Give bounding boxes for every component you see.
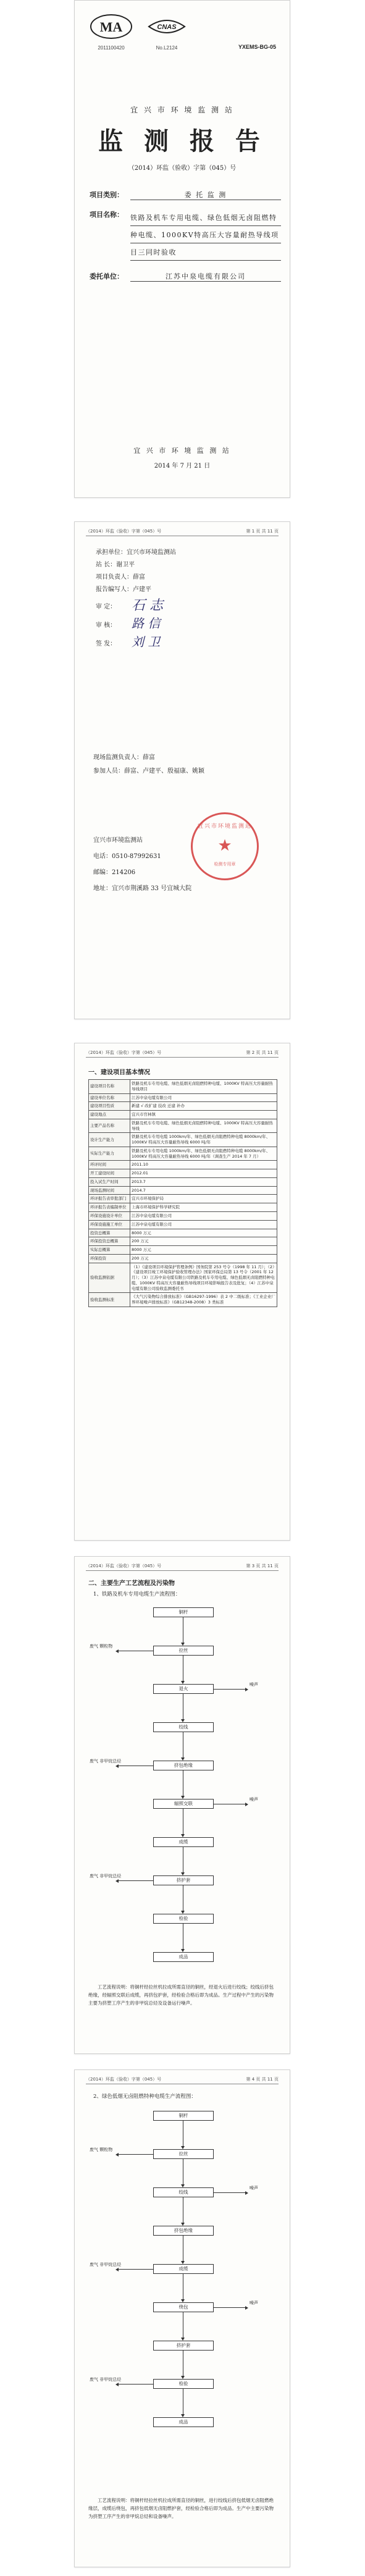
client-unit-value: 江苏中泉电缆有限公司 xyxy=(166,272,246,280)
cma-logo xyxy=(88,13,134,51)
flow-step-box: 挤包绝缘 xyxy=(153,2226,214,2236)
table-key-cell: 环保投资 xyxy=(89,1254,130,1263)
report-cover-page xyxy=(74,0,290,498)
arrow-left-icon xyxy=(115,2383,119,2386)
header-page-number: 第 2 页 共 11 页 xyxy=(246,1050,279,1055)
flow-step-box: 拉丝 xyxy=(153,1646,214,1656)
table-row xyxy=(89,1212,277,1221)
header-page-number: 第 1 页 共 11 页 xyxy=(246,529,279,534)
table-row xyxy=(89,1161,277,1169)
cnas-logo-text: CNAS xyxy=(157,23,177,31)
page-header xyxy=(86,1563,279,1570)
table-row xyxy=(89,1102,277,1111)
table-value-cell: 江苏中泉电缆有限公司 xyxy=(130,1093,277,1102)
header-page-number: 第 4 页 共 11 页 xyxy=(246,2077,279,2082)
approver-label: 审 定： xyxy=(96,604,117,610)
table-key-cell: 设计生产能力 xyxy=(89,1133,130,1147)
signature-page xyxy=(74,521,290,1019)
org-address xyxy=(93,883,277,892)
flow-step-box: 成品 xyxy=(153,1952,214,1962)
project-name-value: 铁路及机车专用电缆、绿色低烟无卤阻燃特种电缆、1000KV特高压大容量耐热导线项目三同时验收 xyxy=(130,214,279,256)
table-value-cell: 宜兴市官林镇 xyxy=(130,1111,277,1119)
table-row xyxy=(89,1237,277,1246)
table-key-cell: 实际生产能力 xyxy=(89,1147,130,1161)
table-key-cell: 验收监测标准 xyxy=(89,1293,130,1307)
emission-connector xyxy=(213,2192,245,2193)
cnas-cert-number: No.L2124 xyxy=(156,45,178,51)
flow-step-box: 检验 xyxy=(153,1914,214,1924)
station-head-text: 站 长：谢卫平 xyxy=(96,562,135,568)
table-row xyxy=(89,1195,277,1203)
table-value-cell: 上海市环境保护科学研究院 xyxy=(130,1203,277,1212)
flow-step-box: 辐照交联 xyxy=(153,1799,214,1809)
emission-label: 废气 颗粒物 xyxy=(90,2147,113,2152)
project-info-table xyxy=(88,1079,277,1307)
underline xyxy=(130,260,281,261)
header-report-number: （2014）环监（验收）字第（045）号 xyxy=(86,1564,162,1568)
table-row xyxy=(89,1203,277,1212)
seal-text: 宜兴市环境监测站 xyxy=(197,823,252,830)
client-unit-label: 委托单位： xyxy=(90,272,124,280)
station-name-top: 宜 兴 市 环 境 监 测 站 xyxy=(130,106,234,114)
arrow-left-icon xyxy=(115,2153,119,2157)
table-value-cell: 8000 万元 xyxy=(130,1246,277,1255)
org-postcode-text: 邮编：214206 xyxy=(93,869,136,876)
table-key-cell: 投入试生产时间 xyxy=(89,1177,130,1186)
table-key-cell: 环保设施设计单位 xyxy=(89,1212,130,1221)
table-row xyxy=(89,1220,277,1229)
page-header xyxy=(86,2076,279,2084)
project-type-label: 项目类别： xyxy=(90,191,124,199)
table-value-cell: 铁路及机车专用电缆 1000km/年、绿色低烟无卤阻燃特种电缆 8000km/年、1000KV 特高压大容量耐热导线 6000 吨/年（调查生产 2014 年 7 月） xyxy=(130,1147,277,1161)
seal-subtext: 检测专用章 xyxy=(214,862,236,867)
header-report-number: （2014）环监（验收）字第（045）号 xyxy=(86,2077,162,2082)
table-value-cell: 2014.7 xyxy=(130,1186,277,1195)
emission-connector xyxy=(118,2269,153,2270)
emission-label: 噪声 xyxy=(250,1797,258,1802)
table-row xyxy=(89,1093,277,1102)
table-value-cell: 200 万元 xyxy=(130,1254,277,1263)
flow-step-box: 挤护套 xyxy=(153,1875,214,1885)
underline xyxy=(130,281,281,282)
header-report-number: （2014）环监（验收）字第（045）号 xyxy=(86,529,162,534)
table-key-cell: 实际总概算 xyxy=(89,1246,130,1255)
flow-step-box: 绞线 xyxy=(153,1722,214,1732)
emission-connector xyxy=(118,1880,153,1881)
process-flow-page-2 xyxy=(74,2069,290,2567)
project-type-value: 委 托 监 测 xyxy=(184,191,227,199)
table-key-cell: 建设项目名称 xyxy=(89,1080,130,1094)
underline xyxy=(130,225,281,226)
header-divider xyxy=(86,1057,279,1058)
certification-logos xyxy=(88,13,276,65)
table-key-cell: 环保投资总概算 xyxy=(89,1237,130,1246)
emission-label: 废气 非甲烷总烃 xyxy=(90,2262,122,2267)
report-writer xyxy=(96,584,277,593)
process-description: 工艺流程说明：将铜杆经拉丝机拉成所需直径的铜丝，进行绞线后挤包低烟无卤阻燃绝缘层，成缆后绕包，再挤包低烟无卤阻燃护套，经检验合格后即为成品。生产中主要污染物为挤塑工序产生的非甲烷总烃和设备噪声。 xyxy=(88,2498,274,2519)
flow-step-box: 绞线 xyxy=(153,2187,214,2197)
project-manager-text: 项目负责人：薛富 xyxy=(96,574,145,581)
flow-step-box: 拉丝 xyxy=(153,2149,214,2159)
section-title: 二、主要生产工艺流程及污染物 xyxy=(88,1580,175,1587)
participants-text: 参加人员：薛富、卢建平、殷福康、姚颖 xyxy=(93,768,204,775)
emission-label: 废气 非甲烷总烃 xyxy=(90,1759,122,1764)
flow-step-box: 挤包绝缘 xyxy=(153,1761,214,1770)
arrow-right-icon xyxy=(245,1803,248,1806)
table-key-cell: 主要产品名称 xyxy=(89,1119,130,1133)
cma-cert-number: 2011100420 xyxy=(98,45,125,51)
process-flow-page-1 xyxy=(74,1556,290,2054)
emission-connector xyxy=(118,2154,153,2155)
station-name-bottom: 宜 兴 市 环 境 监 测 站 xyxy=(133,447,231,455)
seal-star-icon: ★ xyxy=(217,836,232,855)
table-value-cell: 8000 万元 xyxy=(130,1229,277,1237)
table-key-cell: 环评报告表审批部门 xyxy=(89,1195,130,1203)
arrow-left-icon xyxy=(115,2268,119,2271)
field-monitoring-lead-text: 现场监测负责人：薛富 xyxy=(93,754,155,761)
emission-connector xyxy=(213,2307,245,2308)
emission-label: 噪声 xyxy=(250,2186,258,2191)
table-value-cell: 2011.10 xyxy=(130,1161,277,1169)
table-key-cell: 建设地点 xyxy=(89,1111,130,1119)
table-key-cell: 环保设施施工单位 xyxy=(89,1220,130,1229)
section-title: 一、建设项目基本情况 xyxy=(88,1069,150,1076)
table-row xyxy=(89,1119,277,1133)
reviewer-label: 审 核： xyxy=(96,622,117,629)
table-value-cell: 江苏中泉电缆有限公司 xyxy=(130,1212,277,1221)
field-monitoring-lead xyxy=(93,752,277,761)
table-value-cell: 2013.7 xyxy=(130,1177,277,1186)
table-value-cell: 铁路及机车专用电缆 1000km/年、绿色低烟无卤阻燃特种电缆 8000km/年、1000KV 特高压大容量耐热导线 6000 吨/年 xyxy=(130,1133,277,1147)
emission-label: 噪声 xyxy=(250,1682,258,1687)
table-row xyxy=(89,1147,277,1161)
flow-step-box: 铜杆 xyxy=(153,1607,214,1617)
table-value-cell: 铁路及机车专用电缆、绿色低烟无卤阻燃特种电缆、1000KV 特高压大容量耐热导线项目 xyxy=(130,1080,277,1094)
arrow-right-icon xyxy=(245,1688,248,1691)
table-row xyxy=(89,1111,277,1119)
signer-label: 签 发： xyxy=(96,641,117,647)
table-key-cell: 开工建设时间 xyxy=(89,1169,130,1178)
emission-label: 废气 颗粒物 xyxy=(90,1644,113,1649)
flowchart-title: 2、绿色低烟无卤阻燃特种电缆生产流程图： xyxy=(93,2094,196,2100)
project-name-label: 项目名称： xyxy=(90,211,124,219)
table-row xyxy=(89,1133,277,1147)
org-phone-text: 电话：0510-87992631 xyxy=(93,853,161,860)
process-description: 工艺流程说明：将铜杆经拉丝机拉成所需直径的铜丝，经退火后进行绞线；绞线后挤包绝缘，经辐照交联后成缆，再挤包护套，经检验合格后即为成品。生产过程中产生的污染物主要为挤塑工序产生的非甲烷总烃及设备运行噪声。 xyxy=(88,1984,274,2006)
table-key-cell: 现场监测时间 xyxy=(89,1186,130,1195)
cnas-logo xyxy=(143,13,191,51)
table-row xyxy=(89,1186,277,1195)
table-row xyxy=(89,1229,277,1237)
org-address-text: 地址：宜兴市荆溪路 33 号宜城大院 xyxy=(93,885,192,892)
responsible-unit xyxy=(96,547,277,556)
project-info-page xyxy=(74,1043,290,1541)
table-value-cell: 江苏中泉电缆有限公司 xyxy=(130,1220,277,1229)
approver-row xyxy=(96,601,277,610)
report-title: 监 测 报 告 xyxy=(98,127,266,156)
table-value-cell: 《大气污染物综合排放标准》（GB16297-1996）表 2 中二级标准；《工业企业厂界环境噪声排放标准》（GB12348-2008）3 类标准 xyxy=(130,1293,277,1307)
report-writer-text: 报告编写人：卢建平 xyxy=(96,586,151,593)
flow-step-box: 成品 xyxy=(153,2417,214,2427)
arrow-left-icon xyxy=(115,1879,119,1883)
arrow-right-icon xyxy=(245,2191,248,2195)
arrow-left-icon xyxy=(115,1764,119,1768)
org-name-text: 宜兴市环境监测站 xyxy=(93,837,143,844)
table-value-cell: （1）《建设项目环境保护管理条例》国务院第 253 号令（1998 年 11 月）；（2）《建设项目竣工环境保护验收管理办法》国家环保总局第 13 号令（2001 年 12 月）；（3）江苏中泉电缆有限公司铁路及机车专用电缆、绿色低烟无卤阻燃特种电缆、1000KV 特高压大容量耐热导线项目环境影响报告表及批复；（4）江苏中泉电缆有限公司验收监测委托书 xyxy=(130,1263,277,1293)
table-key-cell: 建设单位名称 xyxy=(89,1093,130,1102)
flow-step-box: 铜杆 xyxy=(153,2111,214,2121)
flow-step-box: 绕包 xyxy=(153,2302,214,2312)
flow-step-box: 检验 xyxy=(153,2379,214,2389)
document-code: YXEMS-BG-05 xyxy=(238,44,276,50)
flow-step-box: 挤护套 xyxy=(153,2341,214,2351)
flow-step-box: 成缆 xyxy=(153,1837,214,1847)
header-page-number: 第 3 页 共 11 页 xyxy=(246,1564,279,1568)
table-value-cell: 宜兴市环境保护局 xyxy=(130,1195,277,1203)
table-key-cell: 验收监测依据 xyxy=(89,1263,130,1293)
official-seal xyxy=(191,812,259,880)
arrow-right-icon xyxy=(245,2306,248,2310)
table-key-cell: 投资总概算 xyxy=(89,1229,130,1237)
cma-logo-text: MA xyxy=(99,19,123,35)
station-head xyxy=(96,559,277,568)
table-row xyxy=(89,1169,277,1178)
table-row xyxy=(89,1293,277,1307)
table-row xyxy=(89,1254,277,1263)
header-report-number: （2014）环监（验收）字第（045）号 xyxy=(86,1050,162,1055)
table-row xyxy=(89,1177,277,1186)
project-manager xyxy=(96,571,277,581)
flow-step-box: 退火 xyxy=(153,1684,214,1694)
reviewer-signature: 路 信 xyxy=(132,616,161,631)
approver-signature: 石 志 xyxy=(132,598,163,613)
table-key-cell: 环评时间 xyxy=(89,1161,130,1169)
report-date: 2014 年 7 月 21 日 xyxy=(154,463,211,469)
responsible-unit-text: 承担单位：宜兴市环境监测站 xyxy=(96,549,176,556)
table-value-cell: 新建 √ 改扩建 技改 迁建 补办 xyxy=(130,1102,277,1111)
emission-label: 废气 非甲烷总烃 xyxy=(90,1874,122,1879)
table-row xyxy=(89,1246,277,1255)
reviewer-row xyxy=(96,620,277,629)
emission-label: 废气 非甲烷总烃 xyxy=(90,2377,122,2382)
report-number: （2014）环监（验收）字第（045）号 xyxy=(128,165,237,172)
flow-step-box: 成缆 xyxy=(153,2264,214,2274)
table-key-cell: 环评报告表编制单位 xyxy=(89,1203,130,1212)
table-value-cell: 铁路及机车专用电缆、绿色低烟无卤阻燃特种电缆、1000KV 特高压大容量耐热导线 xyxy=(130,1119,277,1133)
table-row xyxy=(89,1263,277,1293)
page-header xyxy=(86,528,279,536)
participants xyxy=(93,765,277,775)
emission-label: 噪声 xyxy=(250,2300,258,2305)
table-value-cell: 2012.01 xyxy=(130,1169,277,1178)
emission-connector xyxy=(213,1689,245,1690)
header-divider xyxy=(86,1570,279,1571)
signer-row xyxy=(96,638,277,647)
arrow-left-icon xyxy=(115,1649,119,1653)
signer-signature: 刘 卫 xyxy=(132,634,161,649)
table-key-cell: 建设项目性质 xyxy=(89,1102,130,1111)
page-header xyxy=(86,1050,279,1057)
table-row xyxy=(89,1080,277,1094)
table-value-cell: 200 万元 xyxy=(130,1237,277,1246)
flowchart-title: 1、铁路及机车专用电缆生产流程图： xyxy=(93,1591,181,1597)
